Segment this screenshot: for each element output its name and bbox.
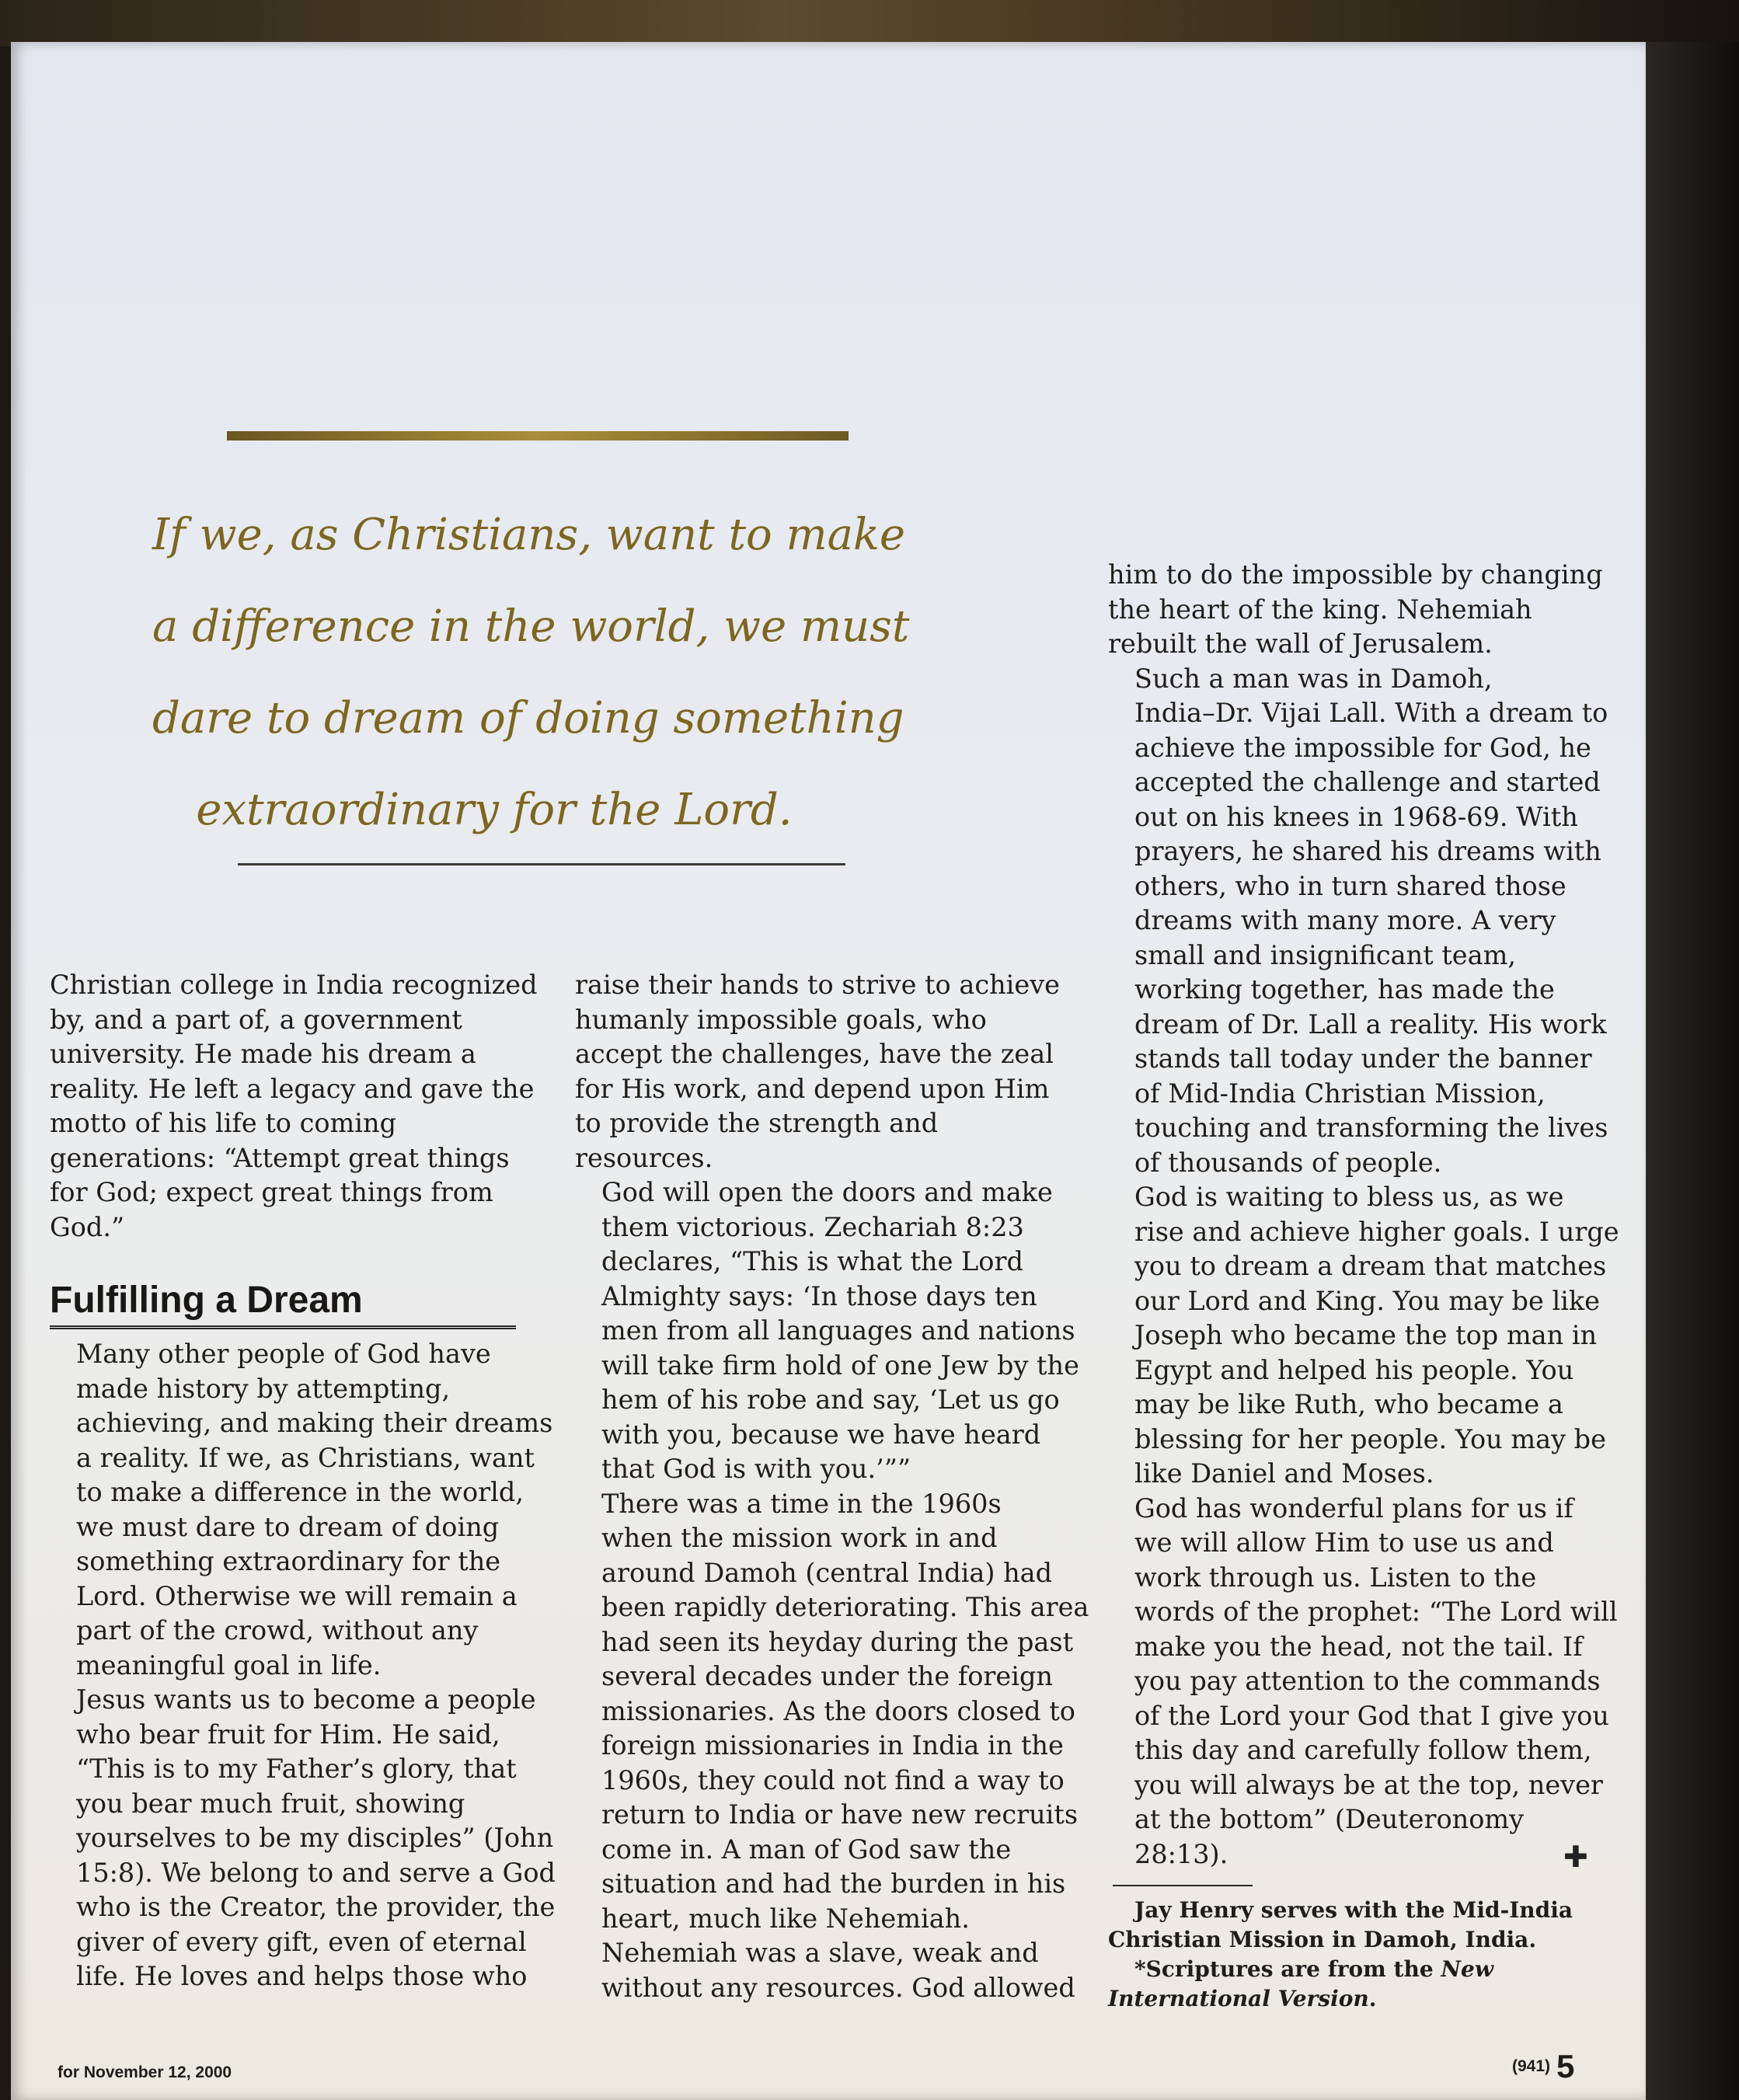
text-line: Joseph who became the top man in [1134, 1320, 1598, 1350]
text-line: around Damoh (central India) had [601, 1557, 1053, 1588]
text-line: achieving, and making their dreams [76, 1408, 553, 1438]
issue-date: for November 12, 2000 [58, 2063, 232, 2081]
paragraph [575, 968, 1072, 1175]
text-line: that God is with you.’”” [601, 1454, 911, 1484]
text-line: Such a man was in Damoh, [1134, 663, 1493, 694]
pull-quote-line: If we, as Christians, want to make [152, 510, 906, 560]
text-line: them victorious. Zechariah 8:23 [601, 1211, 1024, 1242]
text-line: the heart of the king. Nehemiah [1108, 594, 1532, 625]
text-line: by, and a part of, a government [50, 1004, 462, 1035]
text-line: Egypt and helped his people. You [1134, 1354, 1574, 1385]
text-line: 1960s, they could not find a way to [601, 1764, 1065, 1795]
text-line: 28:13). [1134, 1838, 1228, 1869]
text-line: to provide the strength and [575, 1108, 939, 1138]
pull-quote-line: dare to dream of doing something [152, 693, 904, 744]
text-line: generations: “Attempt great things [50, 1142, 510, 1173]
text-line: of thousands of people. [1134, 1147, 1442, 1178]
text-line: of Mid-India Christian Mission, [1134, 1078, 1546, 1109]
text-line: part of the crowd, without any [76, 1615, 479, 1646]
text-line: resources. [575, 1142, 713, 1173]
text-line: working together, has made the [1134, 974, 1555, 1005]
text-line: small and insignificant team, [1134, 939, 1517, 970]
pull-quote [152, 489, 910, 856]
paragraph [1108, 558, 1621, 662]
text-line: of the Lord your God that I give you [1134, 1700, 1609, 1731]
text-line: at the bottom” (Deuteronomy [1134, 1804, 1525, 1834]
pull-quote-line: extraordinary for the Lord. [196, 785, 793, 835]
text-line: to make a difference in the world, [76, 1477, 524, 1507]
text-line: may be like Ruth, who became a [1134, 1389, 1563, 1419]
pull-quote-bottom-rule [238, 863, 845, 865]
text-line: when the mission work in and [601, 1523, 998, 1553]
text-line: missionaries. As the doors closed to [601, 1695, 1075, 1726]
author-bio [1108, 1896, 1621, 2014]
text-line: God is waiting to bless us, as we [1134, 1182, 1564, 1212]
paragraph [1108, 1492, 1621, 1872]
scan-top-edge [0, 0, 1739, 47]
text-line: out on his knees in 1968-69. With [1134, 801, 1578, 832]
text-line: rebuilt the wall of Jerusalem. [1108, 629, 1493, 659]
text-line: him to do the impossible by changing [1108, 559, 1603, 590]
text-line: like Daniel and Moses. [1134, 1458, 1434, 1489]
text-line: we must dare to dream of doing [76, 1511, 500, 1542]
text-line: come in. A man of God saw the [601, 1834, 1012, 1865]
text-line: something extraordinary for the [76, 1546, 501, 1576]
paragraph [50, 1337, 553, 1683]
column-2 [575, 968, 1089, 2005]
text-line: motto of his life to coming [50, 1108, 397, 1138]
text-line: for God; expect great things from [50, 1177, 493, 1207]
text-line: university. He made his dream a [50, 1039, 476, 1069]
text-line: achieve the impossible for God, he [1134, 732, 1591, 763]
text-line: yourselves to be my disciples” (John [76, 1823, 554, 1853]
column-1 [50, 968, 556, 1994]
text-line: reality. He left a legacy and gave the [50, 1073, 535, 1104]
text-line: God has wonderful plans for us if [1134, 1492, 1573, 1524]
paragraph [1108, 1180, 1621, 1492]
text-line: for His work, and depend upon Him [575, 1073, 1050, 1104]
text-line: Many other people of God have [76, 1339, 491, 1369]
text-line: this day and carefully follow them, [1134, 1735, 1592, 1765]
text-line: accepted the challenge and started [1134, 767, 1601, 797]
column-3 [1108, 558, 1621, 1872]
text-line: we will allow Him to use us and [1134, 1527, 1554, 1558]
text-line: stands tall today under the banner [1134, 1043, 1592, 1074]
text-line: touching and transforming the lives [1134, 1113, 1608, 1143]
text-line: heart, much like Nehemiah. [601, 1903, 970, 1934]
text-line: Jesus wants us to become a people [76, 1684, 536, 1715]
text-line: foreign missionaries in India in the [601, 1730, 1064, 1760]
text-line: who is the Creator, the provider, the [76, 1892, 556, 1922]
text-line: There was a time in the 1960s [601, 1488, 1002, 1519]
text-line: accept the challenges, have the zeal [575, 1039, 1054, 1069]
text-line: raise their hands to strive to achieve [575, 970, 1060, 1000]
page-folio [1512, 2048, 1574, 2085]
text-line: without any resources. God allowed [601, 1972, 1075, 2003]
text-line: God.” [50, 1211, 125, 1242]
page-number: 5 [1556, 2048, 1575, 2084]
text-line: India–Dr. Vijai Lall. With a dream to [1134, 698, 1608, 728]
bio-rule [1113, 1885, 1253, 1886]
text-line: work through us. Listen to the [1134, 1562, 1537, 1593]
text-line: make you the head, not the tail. If [1134, 1631, 1583, 1662]
text-line: Almighty says: ‘In those days ten [601, 1280, 1037, 1311]
text-line: made history by attempting, [76, 1373, 451, 1404]
scan-right-edge [1646, 42, 1739, 2100]
text-line: words of the prophet: “The Lord will [1134, 1597, 1618, 1627]
section-heading: Fulfilling a Dream [50, 1277, 516, 1329]
text-line: rise and achieve higher goals. I urge [1134, 1216, 1619, 1247]
paragraph [575, 1487, 1089, 2006]
text-line: hem of his robe and say, ‘Let us go [601, 1384, 1060, 1415]
text-line: “This is to my Father’s glory, that [76, 1753, 517, 1784]
text-line: had seen its heyday during the past [601, 1626, 1074, 1657]
text-line: blessing for her people. You may be [1134, 1423, 1606, 1454]
text-line: you pay attention to the commands [1134, 1666, 1601, 1696]
text-line: dream of Dr. Lall a reality. His work [1134, 1008, 1607, 1040]
text-line: Christian college in India recognized [50, 970, 538, 1000]
text-line: several decades under the foreign [601, 1661, 1053, 1691]
text-line: a reality. If we, as Christians, want [76, 1442, 535, 1473]
text-line: who bear fruit for Him. He said, [76, 1719, 500, 1750]
text-line: been rapidly deteriorating. This area [601, 1592, 1089, 1622]
text-line: 15:8). We belong to and serve a God [76, 1857, 556, 1888]
scripture-note: *Scriptures are from the New [1134, 1956, 1493, 1982]
text-line: humanly impossible goals, who [575, 1004, 987, 1035]
text-line: giver of every gift, even of eternal [76, 1926, 527, 1957]
text-line: dreams with many more. A very [1134, 905, 1556, 935]
paragraph [575, 1175, 1079, 1487]
end-of-article-icon: ✚ [1563, 1840, 1588, 1874]
text-line: Nehemiah was a slave, weak and [601, 1938, 1039, 1968]
text-line: will take firm hold of one Jew by the [601, 1350, 1079, 1381]
text-line: you to dream a dream that matches [1134, 1251, 1607, 1281]
text-line: prayers, he shared his dreams with [1134, 836, 1601, 866]
paragraph [50, 968, 547, 1245]
text-line: situation and had the burden in his [601, 1868, 1066, 1899]
text-line: men from all languages and nations [601, 1315, 1075, 1346]
scripture-note-cont: International Version. [1108, 1986, 1377, 2011]
text-line: declares, “This is what the Lord [601, 1246, 1023, 1276]
text-line: return to India or have new recruits [601, 1799, 1079, 1830]
text-line: our Lord and King. You may be like [1134, 1285, 1601, 1316]
text-line: meaningful goal in life. [76, 1649, 382, 1680]
bio-line: Christian Mission in Damoh, India. [1108, 1927, 1537, 1952]
text-line: you bear much fruit, showing [76, 1788, 465, 1819]
text-line: with you, because we have heard [601, 1419, 1041, 1450]
paragraph [50, 1683, 556, 1994]
pull-quote-line: a difference in the world, we must [152, 601, 910, 652]
issue-page-number: (941) [1512, 2057, 1551, 2075]
text-line: God will open the doors and make [601, 1177, 1053, 1207]
pull-quote-top-rule [227, 431, 849, 441]
text-line: you will always be at the top, never [1134, 1769, 1603, 1800]
text-line: life. He loves and helps those who [76, 1961, 528, 1991]
text-line: Lord. Otherwise we will remain a [76, 1580, 518, 1611]
bio-line: Jay Henry serves with the Mid-India [1134, 1897, 1573, 1923]
text-line: others, who in turn shared those [1134, 870, 1566, 901]
paragraph [1108, 662, 1621, 1181]
